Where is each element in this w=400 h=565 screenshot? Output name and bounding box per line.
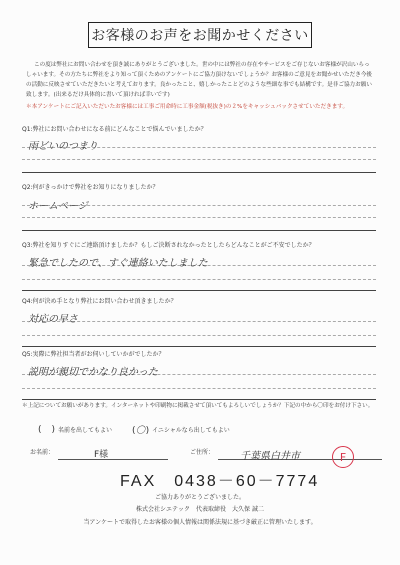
answer-box[interactable]: [22, 135, 376, 173]
choice-initial-ok[interactable]: (〇) イニシャルなら出してもよい: [132, 423, 230, 436]
intro-section: [26, 60, 374, 112]
page-title: お客様のお声をお聞かせください: [88, 22, 312, 48]
answer-box[interactable]: [22, 307, 376, 347]
question-3: [22, 240, 376, 291]
question-label: Q4:何が決め手となり弊社にお問い合わせ頂きましたか？: [22, 298, 177, 305]
answer-box[interactable]: [22, 251, 376, 291]
handwritten-answer: 雨どいのつまり: [28, 141, 98, 152]
handwritten-answer: 説明が親切でかなり良かった: [28, 367, 158, 378]
address-label: ご住所：: [190, 449, 215, 456]
name-field[interactable]: F様: [94, 450, 109, 460]
cashback-note: ＊本アンケートにご記入いただいたお客様には工事ご用命時に工事金額(税抜き)の２%をキャッシュバックさせていただきます。: [26, 104, 349, 110]
question-2: [22, 182, 376, 231]
fax-number: FAX 0438－60－7774: [120, 473, 320, 490]
thanks-text: ご協力ありがとうございました。: [154, 494, 245, 501]
consent-choices: [38, 423, 230, 436]
question-label: Q5:実際に弊社担当者がお伺いしていかがでしたか？: [22, 351, 165, 358]
question-label: Q3:弊社を知りすぐにご連絡頂けましたか？もしご決断されなかったとしたらどんなことがご不安でしたか？: [22, 242, 315, 249]
handwritten-answer: 対応の早さ: [28, 314, 78, 325]
question-label: Q1:弊社にお問い合わせになる前にどんなことで悩んでいましたか？: [22, 126, 207, 133]
intro-paragraph: この度は弊社にお問い合わせを頂き誠にありがとうございました。世の中には弊社の存在やサービスをご存じないお客様が沢山いらっしゃいます。その方たちに弊社をより知って頂くためのアンケートにご協力頂けないでしょうか？お客様のご意見をお聞かせいただき今後の活動に反映させていただきたいと考えております。良かったこと、嬉しかったことどのような些細な事でも結構です。是非ご協力お願い致します。(出来るだけ具体的に書いて頂ければ幸いです): [26, 62, 373, 98]
name-label: お名前：: [30, 449, 55, 456]
question-label: Q2:何がきっかけで弊社をお知りになりましたか？: [22, 184, 159, 191]
consent-text: ＊上記についてお願いがあります。インターネットや印刷物に掲載させて頂いてもよろしいでしょうか？下記の中から〇印をお付け下さい。: [22, 403, 374, 409]
privacy-notice: 当アンケートで取得したお客様の個人情報は関係法規に基づき厳正に管理いたします。: [83, 519, 317, 526]
company-info: 株式会社シエテック 代表取締役 大久保 誠二: [136, 506, 264, 513]
seal-stamp: F: [332, 446, 354, 468]
handwritten-answer: ホームページ: [28, 201, 88, 212]
address-field[interactable]: 千葉県白井市: [240, 451, 300, 462]
question-5: [22, 349, 376, 400]
question-4: [22, 296, 376, 347]
choice-label: 名前を出してもよい: [58, 427, 113, 434]
circle-mark: 〇: [136, 426, 146, 436]
handwritten-answer: 緊急でしたので、すぐ連絡いたしました: [28, 258, 208, 269]
choice-name-ok[interactable]: ( ) 名前を出してもよい: [38, 424, 113, 435]
name-address-row: [22, 443, 382, 465]
choice-label: イニシャルなら出してもよい: [152, 427, 230, 434]
question-1: [22, 124, 376, 173]
answer-box[interactable]: [22, 193, 376, 231]
answer-box[interactable]: [22, 360, 376, 400]
